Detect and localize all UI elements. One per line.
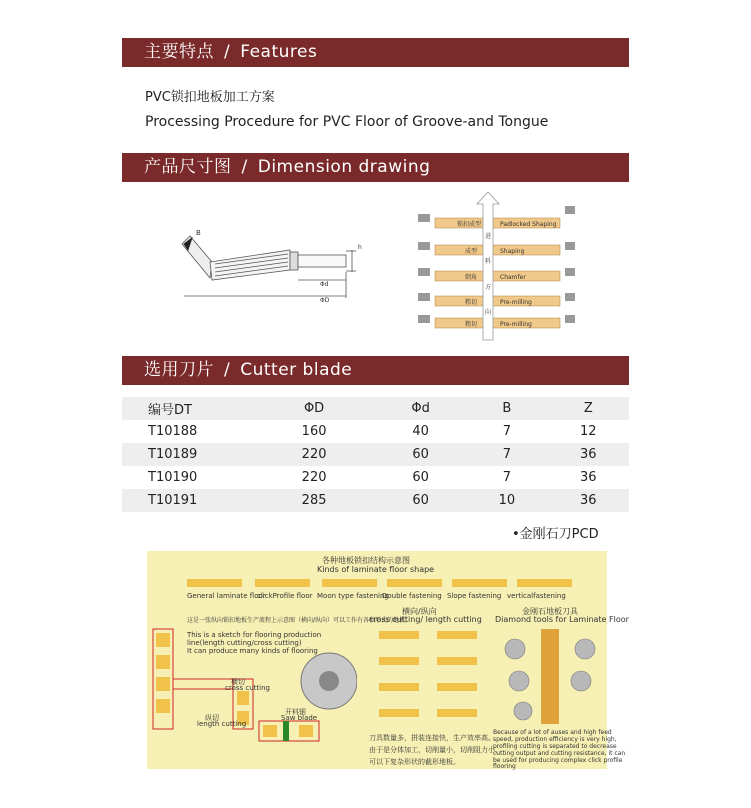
bottom-note-cn: 刀具数量多，拼装连接快，生产效率高。 [369,734,495,742]
cell-code: T10189 [122,443,253,466]
bottom-note-en: profiling cutting is separated to decrease [493,743,617,750]
header-cell: ΦD [253,397,375,420]
header-cell: B [466,397,547,420]
header-cell: Φd [375,397,466,420]
cell: 7 [502,424,511,439]
diamond-title-cn: 金刚石地板刀具 [522,607,578,616]
header-cell: Z [548,397,629,420]
panel-title-en: Kinds of laminate floor shape [317,565,435,574]
cell: 36 [580,470,597,485]
step-en: Shaping [500,248,525,255]
panel-title-cn: 各种地板锁扣结构示意图 [322,556,410,565]
cutter-title-en: Cutter blade [240,360,353,380]
shape-label: Double fastening [382,592,442,600]
table-header-row [122,397,629,420]
features-title-en: Features [240,42,318,62]
shape-label: General laminate floor [187,592,266,600]
dimension-title-cn: 产品尺寸图 [144,157,232,177]
cell-code: T10191 [122,489,253,512]
shape-label: Slope fastening [447,592,502,600]
board-strip [435,245,560,255]
feed-char: 进 [484,233,492,240]
cell-code: T10190 [148,470,198,485]
diamond-title-en: Diamond tools for Laminate Floor [495,615,629,624]
shape-label: Moon type fastening [317,592,389,600]
dimension-title-en: Dimension drawing [257,157,431,177]
cell: 220 [253,443,375,466]
step-en: Pre-milling [500,321,532,328]
bottom-note-en: be used for producing complex click profile [493,757,623,764]
bottom-note-en: Because of a lot of auses and high feed [493,729,612,736]
step-cn: 粗切 [465,321,478,328]
cell: 60 [375,443,466,466]
shape-label: clickProfile floor [257,592,313,600]
middle-title-cn: 横向/纵向 [402,607,437,616]
feed-char: 料 [484,258,492,265]
cutting-steps-grid [369,627,489,727]
cell: 160 [301,424,327,439]
cutter-title-cn: 选用刀片 [144,360,214,380]
feed-char: 方 [484,284,492,291]
saw-en: Saw blade [281,714,318,722]
bottom-note-en: cutting output and cutting resistance, it can [493,750,626,757]
cell: 7 [466,443,547,466]
cell: 285 [253,489,375,512]
table-row [122,466,629,489]
shape-label: verticalfastening [507,592,566,600]
step-cn: 粗切 [465,299,478,306]
bottom-note-en: speed, production efficiency is very high, [493,736,617,743]
feed-char: 向 [484,309,492,316]
features-title-cn: 主要特点 [144,42,214,62]
saw-blade-icon [297,631,357,731]
length-cut-en: length cutting [197,720,247,728]
table-row [122,443,629,466]
bottom-note-cn: 可以下复杂形状的截形地板。 [369,758,460,766]
sketch-desc-en: This is a sketch for flooring production [187,631,322,639]
cutter-header [122,356,629,385]
cell: 36 [548,443,629,466]
step-cn: 成型 [465,248,478,255]
sketch-desc-en: line(length cutting/cross cutting) [187,639,302,647]
cross-cut-cn: 横切 [231,678,245,686]
board-strip [435,318,560,328]
cell: 60 [412,470,429,485]
table-row [122,489,629,512]
cutter-dimension-drawing [170,222,370,312]
laminate-floor-panel [147,551,629,770]
pcd-note: •金刚石刀PCD [512,527,599,542]
sketch-desc-cn: 这是一张纵向锁扣地板生产流程上示意图（横向/纵向）可以工作有各种形式的地板。 [187,617,412,624]
step-en: Pre-milling [500,299,532,306]
header-cell: 编号DT [122,397,253,420]
step-en: Padlocked Shaping [500,221,557,228]
separator: / [241,157,248,177]
diamond-tools-picture [497,629,602,724]
features-line-cn: PVC锁扣地板加工方案 [145,90,275,105]
bottom-note-en: flooring [493,763,516,770]
label-d-large: ΦD [320,297,330,304]
features-line-en: Processing Procedure for PVC Floor of Groove-and Tongue [145,114,549,130]
cell: 60 [375,489,466,512]
cell: 220 [301,470,327,485]
board-strip [435,271,560,281]
step-en: Chamfer [500,274,526,281]
cell: 36 [548,489,629,512]
bottom-note-cn: 由于是分体加工，切削量小，切削阻力小， [369,746,502,754]
table-row [122,420,629,443]
board-strip [435,296,560,306]
middle-title-en: cross cutting/ length cutting [369,615,482,624]
separator: / [224,360,231,380]
cell: 12 [580,424,597,439]
separator: / [224,42,231,62]
cell: 7 [502,470,511,485]
saw-cn: 开料锯 [285,708,306,716]
step-cn: 倒角 [465,274,478,281]
step-cn: 锁扣成型 [457,221,482,228]
dimension-header [122,153,629,182]
features-header [122,38,629,67]
length-cut-cn: 纵切 [205,714,219,722]
cutter-table [122,397,629,512]
process-flow-drawing [415,190,580,350]
cell-code: T10188 [148,424,198,439]
label-h: h [358,244,362,251]
label-d-small: Φd [320,281,329,288]
cell: 10 [466,489,547,512]
cross-cut-en: cross cutting [225,684,270,692]
cell: 40 [412,424,429,439]
sketch-desc-en: It can produce many kinds of flooring [187,647,318,655]
label-b: B [196,229,201,237]
